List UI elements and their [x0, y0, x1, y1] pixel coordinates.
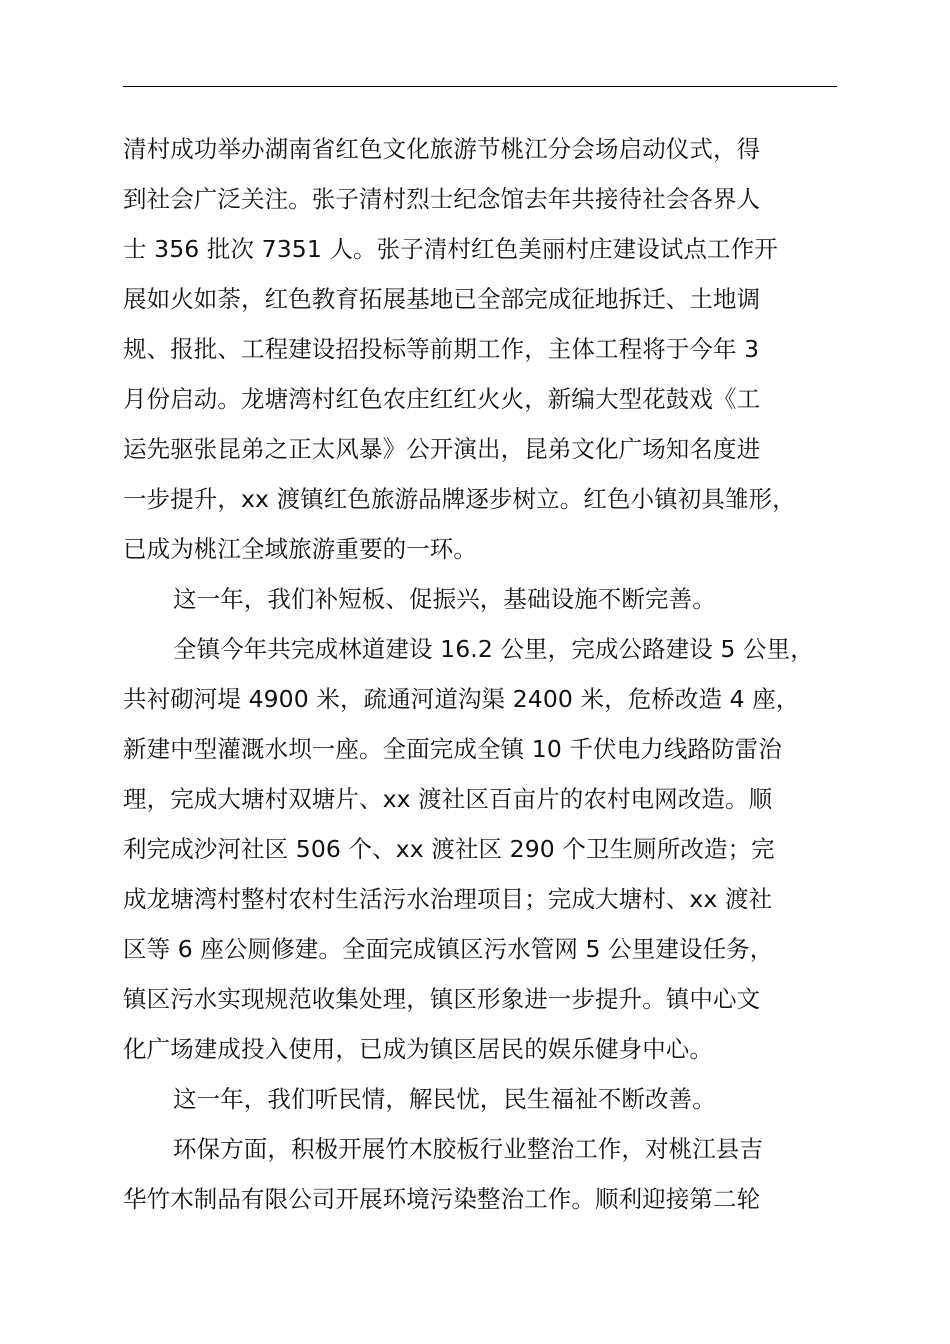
text-line: 新建中型灌溉水坝一座。全面完成全镇 10 千伏电力线路防雷治 — [123, 735, 782, 763]
text-line: 利完成沙河社区 506 个、xx 渡社区 290 个卫生厕所改造；完 — [123, 835, 775, 863]
header-rule — [123, 86, 837, 87]
text-line: 一步提升，xx 渡镇红色旅游品牌逐步树立。红色小镇初具雏形， — [123, 485, 796, 513]
text-line: 理，完成大塘村双塘片、xx 渡社区百亩片的农村电网改造。顺 — [123, 785, 773, 813]
text-line: 华竹木制品有限公司开展环境污染整治工作。顺利迎接第二轮 — [123, 1185, 761, 1213]
paragraph-heading: 这一年，我们听民情，解民忧，民生福祉不断改善。 — [173, 1085, 716, 1113]
text-line: 镇区污水实现规范收集处理，镇区形象进一步提升。镇中心文 — [123, 985, 761, 1013]
text-line: 到社会广泛关注。张子清村烈士纪念馆去年共接待社会各界人 — [123, 185, 761, 213]
text-line: 运先驱张昆弟之正太风暴》公开演出，昆弟文化广场知名度进 — [123, 435, 761, 463]
text-line: 士 356 批次 7351 人。张子清村红色美丽村庄建设试点工作开 — [123, 235, 778, 263]
text-line: 展如火如荼，红色教育拓展基地已全部完成征地拆迁、土地调 — [123, 285, 761, 313]
text-line: 共衬砌河堤 4900 米，疏通河道沟渠 2400 米，危桥改造 4 座， — [123, 685, 800, 713]
paragraph-start: 全镇今年共完成林道建设 16.2 公里，完成公路建设 5 公里， — [173, 635, 814, 663]
document-body — [123, 124, 863, 1224]
text-line: 成龙塘湾村整村农村生活污水治理项目；完成大塘村、xx 渡社 — [123, 885, 773, 913]
text-line: 清村成功举办湖南省红色文化旅游节桃江分会场启动仪式，得 — [123, 135, 761, 163]
text-line: 月份启动。龙塘湾村红色农庄红红火火，新编大型花鼓戏《工 — [123, 385, 761, 413]
text-line: 区等 6 座公厕修建。全面完成镇区污水管网 5 公里建设任务， — [123, 935, 774, 963]
text-line: 规、报批、工程建设招投标等前期工作，主体工程将于今年 3 — [123, 335, 760, 363]
text-line: 已成为桃江全域旅游重要的一环。 — [123, 535, 477, 563]
paragraph-start: 环保方面，积极开展竹木胶板行业整治工作，对桃江县吉 — [173, 1135, 763, 1163]
text-line: 化广场建成投入使用，已成为镇区居民的娱乐健身中心。 — [123, 1035, 713, 1063]
paragraph-heading: 这一年，我们补短板、促振兴，基础设施不断完善。 — [173, 585, 716, 613]
